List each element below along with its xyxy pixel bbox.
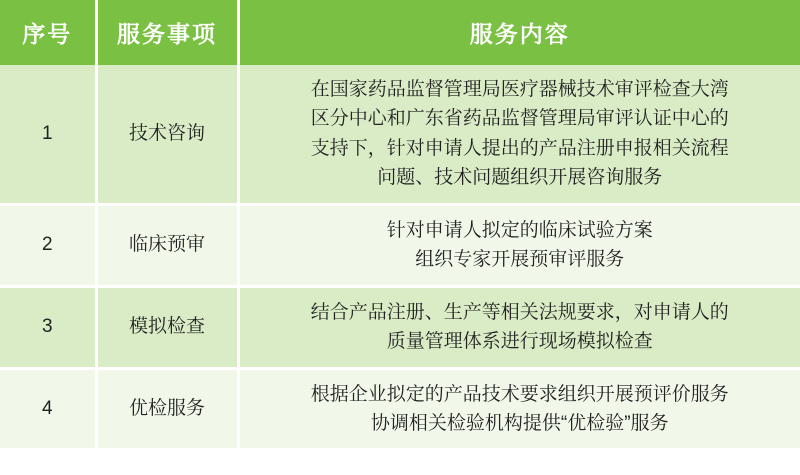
content-line: 问题、技术问题组织开展咨询服务 xyxy=(377,167,663,189)
cell-no: 1 xyxy=(0,65,96,204)
cell-item: 临床预审 xyxy=(96,204,238,286)
cell-item: 技术咨询 xyxy=(96,65,238,204)
content-line: 针对申请人拟定的临床试验方案 xyxy=(386,219,653,241)
table-row xyxy=(0,204,800,286)
table-row xyxy=(0,368,800,448)
cell-item: 模拟检查 xyxy=(96,286,238,368)
cell-content xyxy=(238,65,800,204)
content-line: 协调相关检验机构提供“优检验”服务 xyxy=(370,412,669,434)
table-header xyxy=(0,0,800,65)
column-header-no: 序号 xyxy=(0,0,96,65)
table-header-row xyxy=(0,0,800,65)
content-line: 区分中心和广东省药品监督管理局审评认证中心的 xyxy=(310,108,729,130)
cell-item: 优检服务 xyxy=(96,368,238,448)
content-line: 质量管理体系进行现场模拟检查 xyxy=(386,331,653,353)
column-header-content: 服务内容 xyxy=(238,0,800,65)
content-line: 支持下，针对申请人提出的产品注册申报相关流程 xyxy=(310,137,729,159)
cell-no: 2 xyxy=(0,204,96,286)
cell-content xyxy=(238,204,800,286)
column-header-item: 服务事项 xyxy=(96,0,238,65)
cell-content xyxy=(238,368,800,448)
cell-no: 4 xyxy=(0,368,96,448)
cell-no: 3 xyxy=(0,286,96,368)
table-body xyxy=(0,65,800,448)
content-line: 在国家药品监督管理局医疗器械技术审评检查大湾 xyxy=(310,79,729,100)
table-row xyxy=(0,65,800,204)
cell-content xyxy=(238,286,800,368)
content-line: 结合产品注册、生产等相关法规要求，对申请人的 xyxy=(310,301,729,323)
table-row xyxy=(0,286,800,368)
content-line: 根据企业拟定的产品技术要求组织开展预评价服务 xyxy=(310,383,729,405)
content-line: 组织专家开展预审评服务 xyxy=(415,249,625,271)
